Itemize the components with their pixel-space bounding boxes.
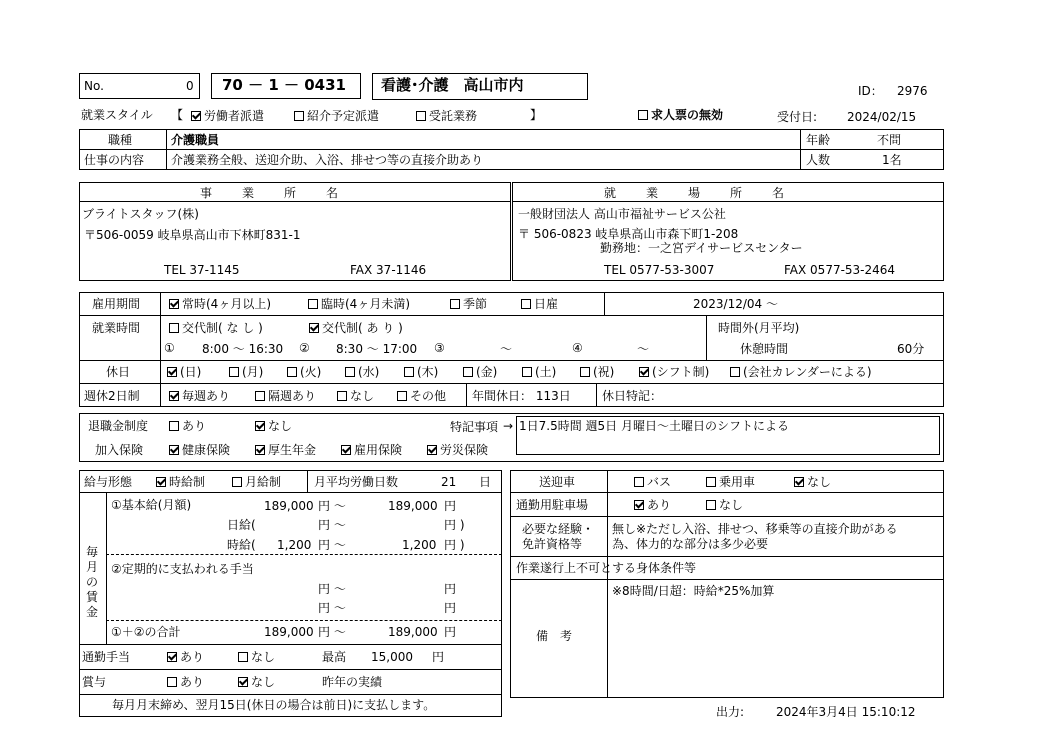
pay-monthly-col <box>106 492 107 644</box>
right-label-col <box>607 470 608 698</box>
hourly-to: 1,200 <box>402 538 437 552</box>
allowance-label: ②定期的に支払われる手当 <box>111 562 254 576</box>
bonus-no[interactable] <box>238 676 275 688</box>
option-label: (祝) <box>593 365 615 379</box>
option-label: 健康保険 <box>182 443 231 457</box>
no-label: No. <box>84 79 104 93</box>
weekly-alt[interactable] <box>255 390 316 402</box>
option-label: なし <box>719 498 744 512</box>
count-label: 人数 <box>806 153 831 167</box>
retire-yes[interactable] <box>169 420 206 432</box>
commute-label: 通勤手当 <box>82 650 131 664</box>
right-line-4 <box>510 579 944 580</box>
bonus-last: 昨年の実績 <box>322 675 383 689</box>
daily-label: 日給( <box>227 518 256 532</box>
total-yen: 円 <box>444 625 457 639</box>
checkbox[interactable] <box>167 652 177 662</box>
workplace-name: 一般財団法人 高山市福祉サービス公社 <box>518 207 726 221</box>
shift-option-yes[interactable] <box>309 322 403 334</box>
join-employment[interactable] <box>341 444 402 456</box>
days-unit: 日 <box>479 475 492 489</box>
right-line-2 <box>510 516 944 517</box>
option-label: 乗用車 <box>719 475 756 489</box>
id-label: ID： <box>858 84 883 98</box>
holiday-note-label: 休日特記： <box>602 389 663 403</box>
days-label: 月平均労働日数 <box>314 475 399 489</box>
allowance-yen-1: 円 <box>444 582 457 596</box>
checkbox[interactable] <box>521 299 531 309</box>
daily-range: 円 ～ <box>318 518 346 532</box>
emp-annual-sep-2 <box>596 383 597 407</box>
checkbox[interactable] <box>416 111 426 121</box>
pay-line-total <box>79 644 502 645</box>
pickup-bus[interactable] <box>634 476 671 488</box>
option-label: あり <box>182 419 207 433</box>
option-label: (月) <box>242 365 264 379</box>
option-label: (シフト制) <box>652 365 710 379</box>
age-label: 年齢 <box>806 133 831 147</box>
weekly-none[interactable] <box>337 390 374 402</box>
checkbox[interactable] <box>255 391 265 401</box>
workplace-header: 就 業 場 所 名 <box>604 186 787 200</box>
holiday-fri[interactable] <box>463 366 497 378</box>
holiday-thu[interactable] <box>404 366 438 378</box>
checkbox[interactable] <box>294 111 304 121</box>
id-value: 2976 <box>897 84 928 98</box>
option-label: (日) <box>180 365 202 379</box>
job-content-value: 介護業務全般、送迎介助、入浴、排せつ等の直接介助あり <box>171 153 484 167</box>
job-code: 70 － 1 － 0431 <box>222 76 346 94</box>
option-label: なし <box>807 475 832 489</box>
pay-form-hourly[interactable] <box>156 476 205 488</box>
checkbox[interactable] <box>169 391 179 401</box>
commute-yes[interactable] <box>167 651 204 663</box>
checkbox[interactable] <box>397 391 407 401</box>
office-divider <box>79 201 511 202</box>
option-label: (会社カレンダーによる) <box>743 365 872 379</box>
invalid-option[interactable] <box>638 109 723 121</box>
holiday-wed[interactable] <box>345 366 379 378</box>
job-content-label: 仕事の内容 <box>84 153 145 167</box>
style-option-jutaku[interactable] <box>416 110 477 122</box>
emp-overtime-sep <box>706 315 707 360</box>
commute-max-label: 最高 <box>322 650 347 664</box>
physical-label: 作業遂行上不可とする身体条件等 <box>516 561 697 575</box>
option-label: 日雇 <box>534 297 559 311</box>
option-label: なし <box>251 675 276 689</box>
annual-holidays: 年間休日： 113日 <box>472 389 571 403</box>
checkbox[interactable] <box>167 677 177 687</box>
shift-2-time: 8:30 ～ 17:00 <box>336 342 418 356</box>
emp-label-col <box>160 292 161 407</box>
option-label: バス <box>647 475 672 489</box>
checkbox[interactable] <box>169 299 179 309</box>
bonus-yes[interactable] <box>167 676 204 688</box>
job-type-value: 介護職員 <box>171 133 220 147</box>
pay-line-commute <box>79 669 502 670</box>
shift-3-num: ③ <box>434 341 445 355</box>
checkbox[interactable] <box>794 477 804 487</box>
retire-label: 退職金制度 <box>88 419 149 433</box>
total-label: ①＋②の合計 <box>111 625 181 639</box>
allowance-yen-2: 円 <box>444 601 457 615</box>
base-to: 189,000 <box>388 499 438 513</box>
output-value: 2024年3月4日 15:10:12 <box>776 705 916 719</box>
join-label: 加入保険 <box>95 443 144 457</box>
hourly-label: 時給( <box>227 538 256 552</box>
option-label: 労働者派遣 <box>204 109 265 123</box>
checkbox[interactable] <box>287 367 297 377</box>
join-accident[interactable] <box>427 444 488 456</box>
pickup-label: 送迎車 <box>539 475 576 489</box>
hourly-from: 1,200 <box>277 538 312 552</box>
period-option-joji[interactable] <box>169 298 271 310</box>
commute-no[interactable] <box>238 651 275 663</box>
option-label: 労災保険 <box>440 443 489 457</box>
job-vline-1 <box>166 129 167 170</box>
option-label: 紹介予定派遣 <box>307 109 380 123</box>
hourly-range: 円 ～ <box>318 538 346 552</box>
office-fax: FAX 37-1146 <box>350 263 427 277</box>
emp-line-1 <box>79 315 944 316</box>
checkbox[interactable] <box>522 367 532 377</box>
holiday-hol[interactable] <box>580 366 614 378</box>
checkbox[interactable] <box>191 111 201 121</box>
option-label: 求人票の無効 <box>651 108 724 122</box>
shift-1-time: 8:00 ～ 16:30 <box>202 342 284 356</box>
option-label: なし <box>350 389 375 403</box>
bonus-label: 賞与 <box>82 675 107 689</box>
parking-no[interactable] <box>706 499 743 511</box>
commute-max-value: 15,000 <box>371 650 413 664</box>
office-tel: TEL 37-1145 <box>164 263 240 277</box>
workplace-address: 〒 506-0823 岐阜県高山市森下町1-208 <box>518 227 739 241</box>
special-value: 1日7.5時間 週5日 月曜日～土曜日のシフトによる <box>519 419 789 433</box>
style-option-haken[interactable] <box>191 110 264 122</box>
pay-line-form <box>79 492 502 493</box>
daily-yen: 円 ) <box>444 518 465 532</box>
option-label: 雇用保険 <box>354 443 403 457</box>
received-value: 2024/02/15 <box>847 110 917 124</box>
right-line-1 <box>510 492 944 493</box>
checkbox[interactable] <box>232 477 242 487</box>
break-label: 休憩時間 <box>740 342 789 356</box>
right-line-3 <box>510 556 944 557</box>
total-from: 189,000 <box>264 625 314 639</box>
age-value: 不問 <box>877 133 902 147</box>
pickup-car[interactable] <box>706 476 755 488</box>
workplace-divider <box>512 201 944 202</box>
holiday-tue[interactable] <box>287 366 321 378</box>
shift-4-num: ④ <box>572 341 583 355</box>
checkbox[interactable] <box>427 445 437 455</box>
checkbox[interactable] <box>580 367 590 377</box>
option-label: なし <box>251 650 276 664</box>
shift-4-time: ～ <box>637 342 650 356</box>
checkbox[interactable] <box>255 445 265 455</box>
checkbox[interactable] <box>706 500 716 510</box>
option-label: その他 <box>410 389 447 403</box>
checkbox[interactable] <box>404 367 414 377</box>
checkbox[interactable] <box>450 299 460 309</box>
checkbox[interactable] <box>337 391 347 401</box>
job-type-label: 職種 <box>108 133 133 147</box>
special-label: 特記事項 <box>450 420 499 434</box>
option-label: 受託業務 <box>429 109 478 123</box>
pay-line-bonus <box>79 694 502 695</box>
emp-annual-sep-1 <box>466 383 467 407</box>
period-label: 雇用期間 <box>92 297 141 311</box>
period-option-hiyatoi[interactable] <box>521 298 558 310</box>
option-label: 臨時(4ヶ月未満) <box>321 297 410 311</box>
pay-days-sep <box>307 470 308 492</box>
pickup-none[interactable] <box>794 476 831 488</box>
parking-label: 通勤用駐車場 <box>516 498 589 512</box>
option-label: あり <box>180 650 205 664</box>
shift-1-num: ① <box>164 341 175 355</box>
bracket-close: 】 <box>530 108 543 122</box>
hours-label: 就業時間 <box>92 321 141 335</box>
option-label: 季節 <box>463 297 488 311</box>
option-label: あり <box>647 498 672 512</box>
option-label: (水) <box>358 365 380 379</box>
holiday-shift[interactable] <box>639 366 709 378</box>
style-label: 就業スタイル <box>81 108 153 122</box>
remarks-value: ※8時間/日超：時給*25%加算 <box>612 584 775 598</box>
received-label: 受付日: <box>777 110 818 124</box>
pay-dash-1 <box>106 554 502 555</box>
checkbox[interactable] <box>345 367 355 377</box>
shift-option-none[interactable] <box>169 322 263 334</box>
total-to: 189,000 <box>388 625 438 639</box>
option-label: (土) <box>535 365 557 379</box>
workplace-site: 勤務地：一之宮デイサービスセンター <box>600 241 803 255</box>
payday: 毎月月末締め、翌月15日(休日の場合は前日)に支払します。 <box>112 698 436 712</box>
experience-label-2: 免許資格等 <box>522 537 583 551</box>
option-label: あり <box>180 675 205 689</box>
option-label: 交代制( な し ) <box>182 321 263 335</box>
checkbox[interactable] <box>169 323 179 333</box>
experience-label-1: 必要な経験・ <box>522 522 595 536</box>
pay-form-label: 給与形態 <box>84 475 133 489</box>
pay-form-monthly[interactable] <box>232 476 281 488</box>
holiday-label: 休日 <box>106 365 131 379</box>
checkbox[interactable] <box>463 367 473 377</box>
weekly-other[interactable] <box>397 390 446 402</box>
base-range: 円 ～ <box>318 499 346 513</box>
allowance-range-2: 円 ～ <box>318 601 346 615</box>
experience-value-2: 為、体力的な部分は多少必要 <box>612 537 769 551</box>
option-label: 月給制 <box>245 475 282 489</box>
job-vline-2 <box>800 129 801 170</box>
parking-yes[interactable] <box>634 499 671 511</box>
checkbox[interactable] <box>169 421 179 431</box>
period-option-rinji[interactable] <box>308 298 410 310</box>
job-divider <box>79 149 944 150</box>
total-range: 円 ～ <box>318 625 346 639</box>
special-arrow: → <box>503 419 514 433</box>
option-label: 常時(4ヶ月以上) <box>182 297 271 311</box>
checkbox[interactable] <box>238 677 248 687</box>
page-title: 看護･介護 高山市内 <box>381 76 524 94</box>
base-yen: 円 <box>444 499 457 513</box>
option-label: 隔週あり <box>268 389 317 403</box>
shift-3-time: ～ <box>500 342 513 356</box>
no-value: 0 <box>186 79 194 93</box>
checkbox[interactable] <box>169 445 179 455</box>
emp-line-2 <box>79 360 944 361</box>
holiday-sat[interactable] <box>522 366 556 378</box>
checkbox[interactable] <box>639 367 649 377</box>
option-label: 毎週あり <box>182 389 231 403</box>
period-option-kisetsu[interactable] <box>450 298 487 310</box>
option-label: 時給制 <box>169 475 206 489</box>
checkbox[interactable] <box>255 421 265 431</box>
holiday-calendar[interactable] <box>730 366 872 378</box>
hourly-yen: 円 ) <box>444 538 465 552</box>
holiday-sun[interactable] <box>167 366 201 378</box>
remarks-label: 備 考 <box>536 629 573 643</box>
output-label: 出力: <box>716 705 745 719</box>
experience-value-1: 無し※ただし入浴、排せつ、移乗等の直接介助がある <box>612 522 898 536</box>
emp-line-3 <box>79 383 944 384</box>
count-value: 1名 <box>882 153 902 167</box>
workplace-tel: TEL 0577-53-3007 <box>604 263 715 277</box>
monthly-label: 毎月の賃金 <box>86 545 99 619</box>
checkbox[interactable] <box>634 500 644 510</box>
workplace-fax: FAX 0577-53-2464 <box>784 263 896 277</box>
option-label: (金) <box>476 365 498 379</box>
join-health[interactable] <box>169 444 230 456</box>
checkbox[interactable] <box>730 367 740 377</box>
checkbox[interactable] <box>634 477 644 487</box>
option-label: 交代制( あ り ) <box>322 321 403 335</box>
checkbox[interactable] <box>341 445 351 455</box>
shift-2-num: ② <box>299 341 310 355</box>
checkbox[interactable] <box>229 367 239 377</box>
checkbox[interactable] <box>238 652 248 662</box>
holiday-mon[interactable] <box>229 366 263 378</box>
retire-no[interactable] <box>255 420 292 432</box>
period-date: 2023/12/04 ～ <box>693 297 778 311</box>
pay-dash-2 <box>106 620 502 621</box>
break-value: 60分 <box>897 342 925 356</box>
checkbox[interactable] <box>638 110 648 120</box>
style-option-shokai[interactable] <box>294 110 379 122</box>
option-label: (木) <box>417 365 439 379</box>
checkbox[interactable] <box>308 299 318 309</box>
commute-max-yen: 円 <box>432 650 445 664</box>
option-label: なし <box>268 419 293 433</box>
checkbox[interactable] <box>167 367 177 377</box>
checkbox[interactable] <box>706 477 716 487</box>
allowance-range-1: 円 ～ <box>318 582 346 596</box>
bracket-open: 【 <box>171 108 184 122</box>
office-name: ブライトスタッフ(株) <box>82 207 199 221</box>
checkbox[interactable] <box>309 323 319 333</box>
checkbox[interactable] <box>156 477 166 487</box>
emp-period-sep <box>604 292 605 315</box>
office-address: 〒506-0059 岐阜県高山市下林町831-1 <box>84 228 301 242</box>
weekly-every[interactable] <box>169 390 230 402</box>
base-from: 189,000 <box>264 499 314 513</box>
overtime-label: 時間外(月平均) <box>718 321 800 335</box>
join-pension[interactable] <box>255 444 316 456</box>
option-label: (火) <box>300 365 322 379</box>
office-header: 事 業 所 名 <box>200 186 341 200</box>
weekly-label: 週休2日制 <box>84 389 140 403</box>
option-label: 厚生年金 <box>268 443 317 457</box>
base-label: ①基本給(月額) <box>111 498 192 512</box>
days-value: 21 <box>441 475 457 489</box>
